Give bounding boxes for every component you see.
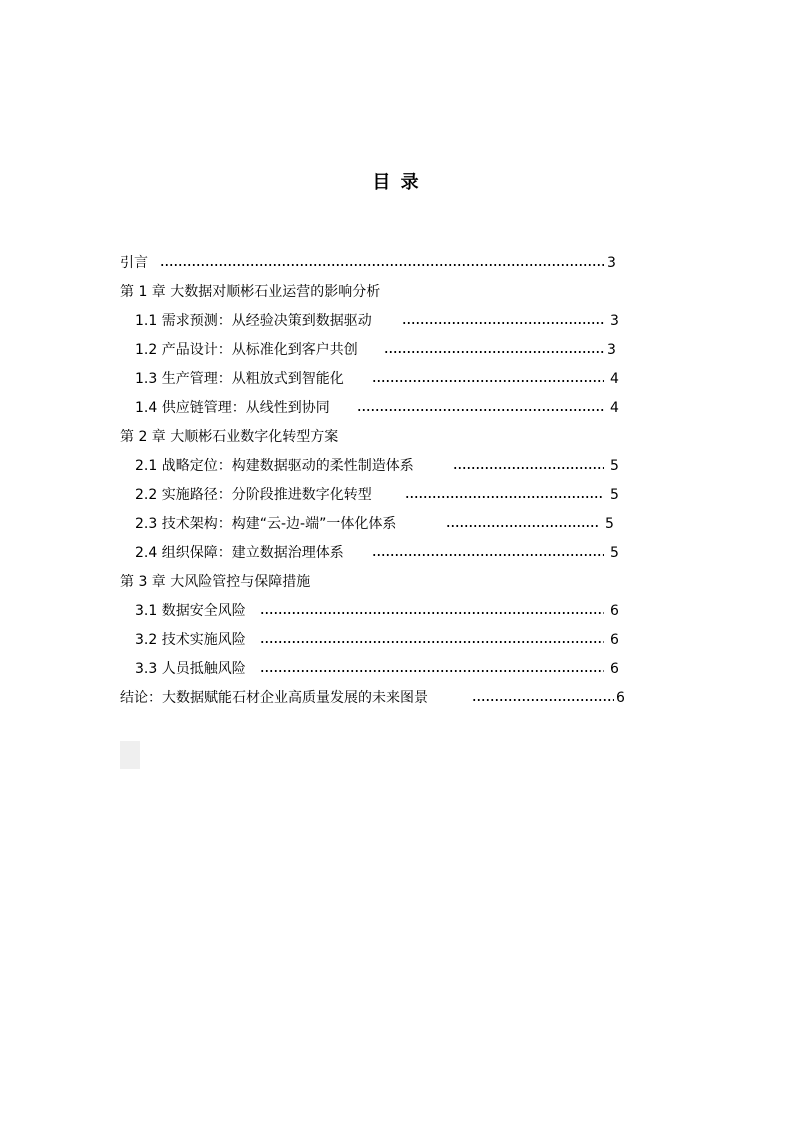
toc-leader-dots [402, 322, 604, 324]
empty-paragraph-marker [120, 741, 140, 769]
toc-entry-label: 3.1 数据安全风险 [135, 603, 246, 619]
toc-page-number: 5 [610, 487, 619, 503]
toc-entry-label: 2.3 技术架构：构建“云-边-端”一体化体系 [135, 516, 397, 532]
toc-page-number: 5 [610, 458, 619, 474]
toc-entry-3-3[interactable] [0, 658, 793, 680]
toc-entry-label: 结论：大数据赋能石材企业高质量发展的未来图景 [120, 690, 428, 706]
toc-page-number: 6 [610, 661, 619, 677]
toc-leader-dots [384, 351, 604, 353]
toc-entry-1-4[interactable] [0, 397, 793, 419]
toc-entry-1-2[interactable] [0, 339, 793, 361]
toc-entry-2-2[interactable] [0, 484, 793, 506]
toc-entry-label: 引言 [120, 255, 148, 271]
toc-entry-1-1[interactable] [0, 310, 793, 332]
toc-entry-conclusion[interactable] [0, 687, 793, 709]
toc-page-number: 4 [610, 400, 619, 416]
toc-entry-chapter-3[interactable] [0, 571, 793, 593]
toc-entry-label: 1.1 需求预测：从经验决策到数据驱动 [135, 313, 372, 329]
toc-entry-3-1[interactable] [0, 600, 793, 622]
toc-leader-dots [260, 670, 604, 672]
toc-leader-dots [260, 612, 604, 614]
toc-entry-1-3[interactable] [0, 368, 793, 390]
toc-page-number: 6 [610, 603, 619, 619]
toc-leader-dots [160, 264, 604, 266]
toc-page-number: 6 [610, 632, 619, 648]
toc-entry-label: 第 1 章 大数据对顺彬石业运营的影响分析 [120, 284, 381, 300]
toc-entry-label: 1.4 供应链管理：从线性到协同 [135, 400, 330, 416]
toc-entry-label: 1.2 产品设计：从标准化到客户共创 [135, 342, 358, 358]
toc-leader-dots [260, 641, 604, 643]
toc-page-number: 3 [607, 342, 616, 358]
toc-entry-2-3[interactable] [0, 513, 793, 535]
toc-page-number: 4 [610, 371, 619, 387]
toc-leader-dots [446, 525, 600, 527]
toc-entry-label: 第 2 章 大顺彬石业数字化转型方案 [120, 429, 339, 445]
toc-entry-label: 2.4 组织保障：建立数据治理体系 [135, 545, 344, 561]
toc-entry-label: 1.3 生产管理：从粗放式到智能化 [135, 371, 344, 387]
toc-entry-label: 2.1 战略定位：构建数据驱动的柔性制造体系 [135, 458, 414, 474]
toc-leader-dots [357, 409, 604, 411]
toc-leader-dots [453, 467, 604, 469]
toc-leader-dots [405, 496, 604, 498]
toc-leader-dots [372, 380, 604, 382]
toc-entry-intro[interactable] [0, 252, 793, 274]
toc-entry-chapter-1[interactable] [0, 281, 793, 303]
toc-page-number: 6 [616, 690, 625, 706]
toc-entry-label: 3.3 人员抵触风险 [135, 661, 246, 677]
toc-entry-label: 2.2 实施路径：分阶段推进数字化转型 [135, 487, 372, 503]
toc-page-number: 5 [605, 516, 614, 532]
toc-title: 目 录 [372, 172, 421, 193]
toc-page-number: 3 [607, 255, 616, 271]
toc-leader-dots [372, 554, 604, 556]
toc-page-number: 5 [610, 545, 619, 561]
toc-entry-chapter-2[interactable] [0, 426, 793, 448]
toc-entry-label: 第 3 章 大风险管控与保障措施 [120, 574, 311, 590]
toc-entry-3-2[interactable] [0, 629, 793, 651]
toc-page-number: 3 [610, 313, 619, 329]
toc-entry-2-4[interactable] [0, 542, 793, 564]
toc-entry-2-1[interactable] [0, 455, 793, 477]
toc-entry-label: 3.2 技术实施风险 [135, 632, 246, 648]
toc-leader-dots [472, 699, 614, 701]
